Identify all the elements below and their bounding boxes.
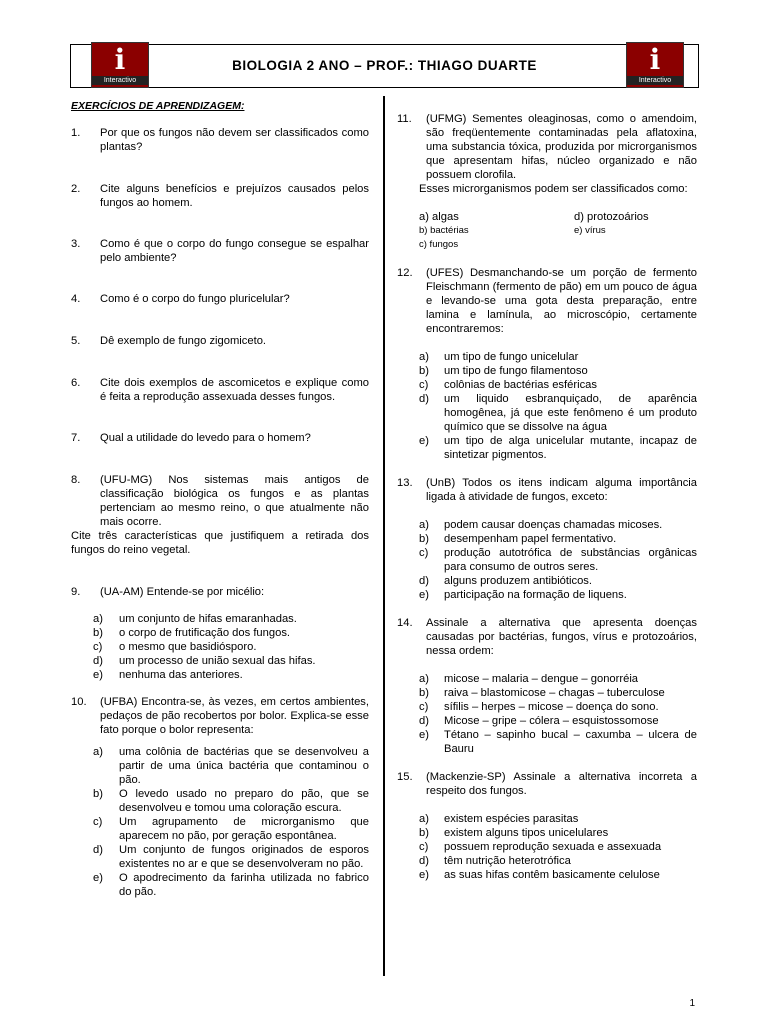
- question-11-follow: Esses microrganismos podem ser classificados como:: [419, 183, 688, 195]
- question-12: 12. (UFES) Desmanchando-se um porção de fermento Fleischmann (fermento de pão) em um pouco de água e levando-se uma gota desta preparação, entre lamina e lamínula, ao microscópio, certamente encontraremos:: [397, 267, 697, 335]
- option: b) bactérias: [419, 225, 469, 236]
- option: c) sífilis – herpes – micose – doença do sono.: [419, 701, 659, 713]
- option: b) um tipo de fungo filamentoso: [419, 365, 588, 377]
- left-column: [71, 99, 369, 899]
- logo-left: i Interactivo: [91, 42, 149, 88]
- section-title: EXERCÍCIOS DE APRENDIZAGEM:: [71, 100, 245, 112]
- option: d) têm nutrição heterotrófica: [419, 855, 571, 867]
- question-7: 7. Qual a utilidade do levedo para o homem?: [71, 432, 311, 444]
- question-14: 14. Assinale a alternativa que apresenta doenças causadas por bactérias, fungos, vírus e protozoários, nessa ordem:: [397, 617, 697, 657]
- option: d) um liquido esbranquiçado, de aparência homogênea, já que este fenômeno é um produto químico que se dissolve na água: [419, 393, 697, 433]
- option: e) O apodrecimento da farinha utilizada no fabrico do pão.: [93, 872, 369, 898]
- question-15: 15. (Mackenzie-SP) Assinale a alternativa incorreta a respeito dos fungos.: [397, 771, 697, 797]
- option: b) desempenham papel fermentativo.: [419, 533, 617, 545]
- option: b) o corpo de frutificação dos fungos.: [93, 627, 291, 639]
- question-2: 2. Cite alguns benefícios e prejuízos causados pelos fungos ao homem.: [71, 183, 369, 209]
- option: b) existem alguns tipos unicelulares: [419, 827, 609, 839]
- option: d) alguns produzem antibióticos.: [419, 575, 593, 587]
- option: e) as suas hifas contêm basicamente celulose: [419, 869, 660, 881]
- option: e) participação na formação de liquens.: [419, 589, 627, 601]
- question-8: 8. (UFU-MG) Nos sistemas mais antigos de classificação biológica os fungos e as plantas pertenciam ao mesmo reino, o que atualmente não mais ocorre.: [71, 474, 369, 528]
- option: c) Um agrupamento de microrganismo que aparecem no pão, por geração espontânea.: [93, 816, 369, 842]
- option: c) produção autotrófica de substâncias orgânicas para consumo de outros seres.: [419, 547, 697, 573]
- option: b) O levedo usado no preparo do pão, que se desenvolveu e tomou uma coloração escura.: [93, 788, 369, 814]
- question-13-options: [397, 518, 697, 602]
- option: a) podem causar doenças chamadas micoses.: [419, 519, 663, 531]
- question-1: 1. Por que os fungos não devem ser classificados como plantas?: [71, 127, 369, 153]
- question-8-follow: Cite três características que justifiquem a retirada dos fungos do reino vegetal.: [71, 530, 369, 556]
- option: a) um conjunto de hifas emaranhadas.: [93, 613, 297, 625]
- question-11-options: [419, 210, 697, 252]
- option: a) algas: [419, 211, 459, 223]
- option: e) um tipo de alga unicelular mutante, incapaz de sintetizar pigmentos.: [419, 435, 697, 461]
- option: a) uma colônia de bactérias que se desenvolveu a partir de uma única bactéria que contaminou o pão.: [93, 746, 369, 786]
- option: d) protozoários: [574, 211, 649, 223]
- question-10-options: [71, 745, 369, 899]
- option: d) um processo de união sexual das hifas.: [93, 655, 316, 667]
- question-11: 11. (UFMG) Sementes oleaginosas, como o amendoim, são freqüentemente contaminadas pela aflatoxina, uma substancia tóxica, produzida por microrganismos que apresentam hifas, núcleo organizado e não possuem clorofila.: [397, 113, 697, 181]
- option: a) existem espécies parasitas: [419, 813, 579, 825]
- page-title: BIOLOGIA 2 ANO – PROF.: THIAGO DUARTE: [232, 58, 537, 73]
- right-column: [397, 112, 697, 882]
- question-5: 5. Dê exemplo de fungo zigomiceto.: [71, 335, 267, 347]
- option: e) vírus: [574, 225, 606, 236]
- question-3: 3. Como é que o corpo do fungo consegue se espalhar pelo ambiente?: [71, 238, 369, 264]
- question-15-options: [397, 812, 697, 882]
- question-10: 10. (UFBA) Encontra-se, às vezes, em certos ambientes, pedaços de pão recobertos por bolor. Explica-se esse fato porque o bolor representa:: [71, 696, 369, 736]
- page-header: [70, 44, 699, 88]
- option: c) colônias de bactérias esféricas: [419, 379, 597, 391]
- option: d) Um conjunto de fungos originados de esporos existentes no ar e que se desenvolveram no pão.: [93, 844, 369, 870]
- question-12-options: [397, 350, 697, 462]
- question-4: 4. Como é o corpo do fungo pluricelular?: [71, 293, 290, 305]
- question-6: 6. Cite dois exemplos de ascomicetos e explique como é feita a reprodução assexuada desses fungos.: [71, 377, 369, 403]
- question-14-options: [397, 672, 697, 756]
- page-number: 1: [689, 998, 695, 1009]
- question-9-options: [71, 612, 369, 682]
- column-divider: [383, 96, 385, 976]
- option: d) Micose – gripe – cólera – esquistossomose: [419, 715, 659, 727]
- question-9: 9. (UA-AM) Entende-se por micélio:: [71, 586, 265, 598]
- option: c) fungos: [419, 239, 459, 250]
- option: c) o mesmo que basidiósporo.: [93, 641, 257, 653]
- option: a) um tipo de fungo unicelular: [419, 351, 579, 363]
- option: e) Tétano – sapinho bucal – caxumba – ulcera de Bauru: [419, 729, 697, 755]
- option: a) micose – malaria – dengue – gonorréia: [419, 673, 639, 685]
- question-13: 13. (UnB) Todos os itens indicam alguma importância ligada à atividade de fungos, exceto:: [397, 477, 697, 503]
- option: c) possuem reprodução sexuada e assexuada: [419, 841, 662, 853]
- option: b) raiva – blastomicose – chagas – tuberculose: [419, 687, 665, 699]
- logo-right: i Interactivo: [626, 42, 684, 88]
- option: e) nenhuma das anteriores.: [93, 669, 243, 681]
